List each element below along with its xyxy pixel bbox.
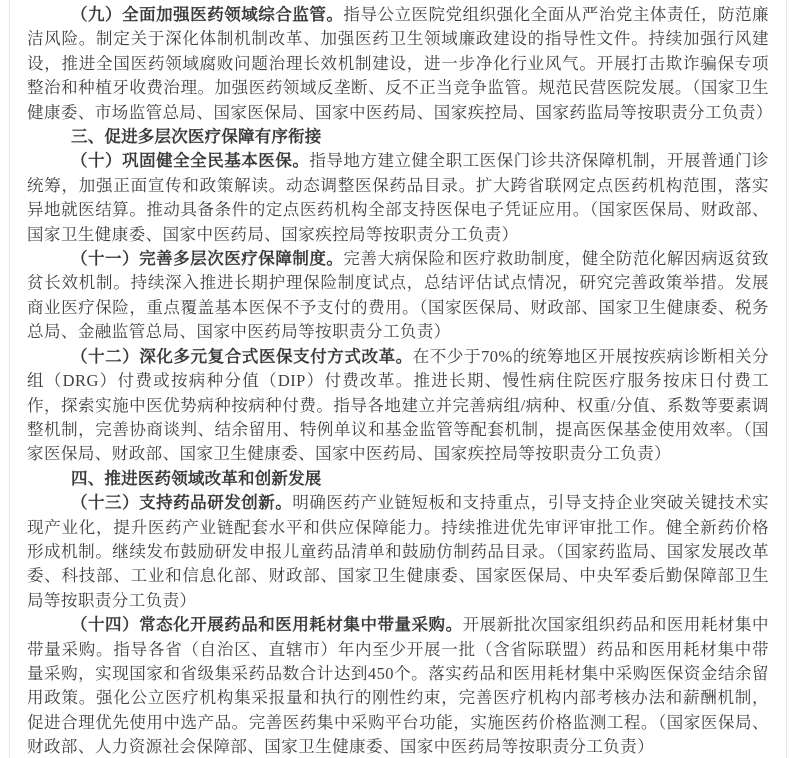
paragraph xyxy=(27,247,769,345)
paragraph xyxy=(27,491,769,613)
paragraph-lead: （十四）常态化开展药品和医用耗材集中带量采购。 xyxy=(71,615,463,635)
paragraph-lead: （九）全面加强医药领域综合监管。 xyxy=(71,5,344,24)
section-heading: 三、促进多层次医疗保障有序衔接 xyxy=(71,128,322,147)
paragraph xyxy=(27,3,773,125)
paragraph-text: 在不少于70%的统筹地区开展按疾病诊断相关分组（DRG）付费或按病种分值（DIP）付费改革。推进长期、慢性病住院医疗服务按床日付费工作，探索实施中医优势病种按病种付费。指导各地建立并完善病组/病种、权重/分值、系数等要素调整机制，完善协商谈判、结余留用、特例单议和基金监管等配套机制，提高医保基金使用效率。（国家医保局、财政部、国家卫生健康委、国家中医药局、国家疾控局等按职责分工负责） xyxy=(27,346,769,464)
paragraph-text: 完善大病保险和医疗救助制度，健全防范化解因病返贫致贫长效机制。持续深入推进长期护理保险制度试点，总结评估试点情况，研究完善政策举措。发展商业医疗保险，重点覆盖基本医保不予支付的费用。（国家医保局、财政部、国家卫生健康委、税务总局、金融监管总局、国家中医药局等按职责分工负责） xyxy=(27,249,769,342)
paragraph-lead: （十三）支持药品研发创新。 xyxy=(71,493,293,513)
section-heading: 四、推进医药领域改革和创新发展 xyxy=(71,469,322,488)
paragraph-lead: （十）巩固健全全民基本医保。 xyxy=(71,151,310,171)
paragraph-text: 明确医药产业链短板和支持重点，引导支持企业突破关键技术实现产业化，提升医药产业链配套水平和供应保障能力。持续推进优先审评审批工作。健全新药价格形成机制。继续发布鼓励研发申报儿童药品清单和鼓励仿制药品目录。（国家药监局、国家发展改革委、科技部、工业和信息化部、财政部、国家卫生健康委、国家医保局、中央军委后勤保障部卫生局等按职责分工负责） xyxy=(27,493,769,610)
paragraph-text: 指导公立医院党组织强化全面从严治党主体责任，防范廉洁风险。制定关于深化体制机制改革、加强医药卫生领域廉政建设的指导性文件。持续加强行风建设，推进全国医药领域腐败问题治理长效机制建设，进一步净化行业风气。开展打击欺诈骗保专项整治和种植牙收费治理。加强医药领域反垄断、反不正当竞争监管。规范民营医院发展。（国家卫生健康委、市场监管总局、国家医保局、国家中医药局、国家疾控局、国家药监局等按职责分工负责） xyxy=(27,5,773,122)
paragraph-lead: （十二）深化多元复合式医保支付方式改革。 xyxy=(71,346,413,366)
paragraph xyxy=(27,149,769,247)
document-body xyxy=(9,0,787,758)
paragraph xyxy=(27,613,769,758)
paragraph xyxy=(27,345,769,467)
paragraph-lead: （十一）完善多层次医疗保障制度。 xyxy=(71,249,344,269)
paragraph-text: 指导地方建立健全职工医保门诊共济保障机制，开展普通门诊统筹，加强正面宣传和政策解读。动态调整医保药品目录。扩大跨省联网定点医药机构范围，落实异地就医结算。推动具备条件的定点医药机构全部支持医保电子凭证应用。（国家医保局、财政部、国家卫生健康委、国家中医药局、国家疾控局等按职责分工负责） xyxy=(27,151,769,244)
paragraph-text: 开展新批次国家组织药品和医用耗材集中带量采购。指导各省（自治区、直辖市）年内至少开展一批（含省际联盟）药品和医用耗材集中带量采购，实现国家和省级集采药品数合计达到450个。落实药品和医用耗材集中采购医保资金结余留用政策。强化公立医疗机构集采报量和执行的刚性约束，完善医疗机构内部考核办法和薪酬机制，促进合理优先使用中选产品。完善医药集中采购平台功能，实施医药价格监测工程。（国家医保局、财政部、人力资源社会保障部、国家卫生健康委、国家中医药局等按职责分工负责） xyxy=(27,615,769,757)
